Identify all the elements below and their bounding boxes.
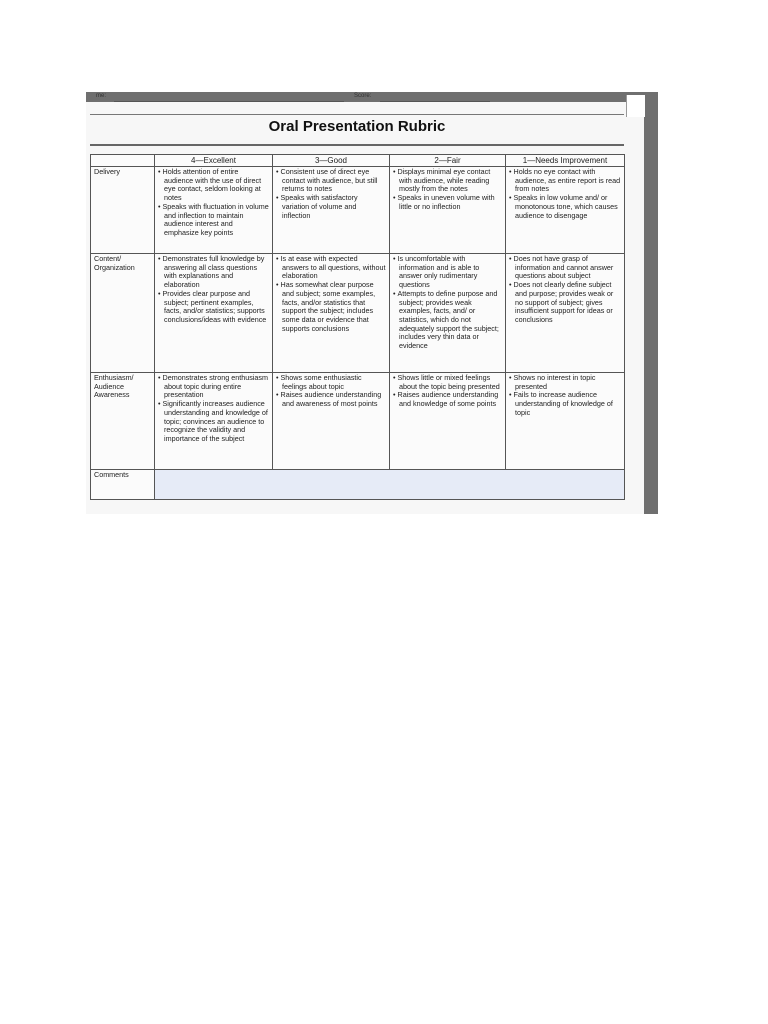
bullet-item: • Does not clearly define subject and purpose; provides weak or no support of subject; gives insufficient support for ideas or conclusions (509, 281, 621, 325)
rubric-cell (506, 373, 625, 470)
bullet-item: • Does not have grasp of information and cannot answer questions about subject (509, 255, 621, 281)
bullet-item: • Consistent use of direct eye contact with audience, but still returns to notes (276, 168, 386, 194)
rubric-cell (155, 254, 273, 373)
bullet-item: • Is uncomfortable with information and is able to answer only rudimentary questions (393, 255, 502, 290)
bullet-item: • Speaks in low volume and/ or monotonous tone, which causes audience to disengage (509, 194, 621, 220)
rubric-cell (155, 167, 273, 254)
header-cell-fair: 2—Fair (390, 155, 506, 167)
bullet-item: • Attempts to define purpose and subject; provides weak examples, facts, and/ or statistics, which do not adequately support the subject; includes very thin data or evidence (393, 290, 502, 351)
bullet-item: • Shows little or mixed feelings about the topic being presented (393, 374, 502, 391)
bullet-item: • Shows some enthusiastic feelings about topic (276, 374, 386, 391)
title-rule (90, 144, 624, 146)
rubric-cell (390, 373, 506, 470)
header-cell-blank (91, 155, 155, 167)
table-row (91, 167, 625, 254)
rubric-cell (155, 373, 273, 470)
criterion-cell: Delivery (91, 167, 155, 254)
bullet-item: • Fails to increase audience understanding of knowledge of topic (509, 391, 621, 417)
name-label: me: (96, 93, 107, 99)
bullet-item: • Speaks with fluctuation in volume and inflection to maintain audience interest and emphasize key points (158, 203, 269, 238)
bullet-item: • Displays minimal eye contact with audience, while reading mostly from the notes (393, 168, 502, 194)
table-row (91, 254, 625, 373)
bullet-item: • Has somewhat clear purpose and subject; some examples, facts, and/or statistics that support the subject; includes some data or evidence that supports conclusions (276, 281, 386, 333)
top-rule (90, 114, 624, 115)
name-underline (114, 101, 344, 102)
criterion-cell: Content/ Organization (91, 254, 155, 373)
bullet-item: • Speaks in uneven volume with little or no inflection (393, 194, 502, 211)
bullet-item: • Holds no eye contact with audience, as entire report is read from notes (509, 168, 621, 194)
header-row (91, 155, 625, 167)
rubric-cell (506, 167, 625, 254)
scan-corner-notch (626, 95, 645, 117)
bullet-item: • Raises audience understanding and knowledge of some points (393, 391, 502, 408)
header-cell-excellent: 4—Excellent (155, 155, 273, 167)
scan-right-border (644, 92, 658, 514)
bullet-item: • Holds attention of entire audience with the use of direct eye contact, seldom looking at notes (158, 168, 269, 203)
comments-label: Comments (91, 470, 155, 500)
scanned-rubric (86, 92, 658, 514)
rubric-cell (273, 254, 390, 373)
criterion-cell: Enthusiasm/ Audience Awareness (91, 373, 155, 470)
bullet-item: • Provides clear purpose and subject; pertinent examples, facts, and/or statistics; supports conclusions/ideas with evidence (158, 290, 269, 325)
rubric-cell (273, 373, 390, 470)
rubric-cell (273, 167, 390, 254)
comments-area (155, 470, 625, 500)
bullet-item: • Demonstrates strong enthusiasm about topic during entire presentation (158, 374, 269, 400)
page-title: Oral Presentation Rubric (268, 118, 446, 135)
table-row (91, 373, 625, 470)
header-cell-needs-improvement: 1—Needs Improvement (506, 155, 625, 167)
score-underline (380, 101, 490, 102)
bullet-item: • Shows no interest in topic presented (509, 374, 621, 391)
rubric-table (90, 154, 625, 500)
bullet-item: • Significantly increases audience understanding and knowledge of topic; convinces an audience to recognize the validity and importance of the subject (158, 400, 269, 444)
bullet-item: • Demonstrates full knowledge by answering all class questions with explanations and elaboration (158, 255, 269, 290)
rubric-cell (390, 254, 506, 373)
comments-row (91, 470, 625, 500)
rubric-cell (506, 254, 625, 373)
bullet-item: • Speaks with satisfactory variation of volume and inflection (276, 194, 386, 220)
rubric-cell (390, 167, 506, 254)
bullet-item: • Raises audience understanding and awareness of most points (276, 391, 386, 408)
header-cell-good: 3—Good (273, 155, 390, 167)
score-label: Score: (354, 93, 372, 99)
bullet-item: • Is at ease with expected answers to all questions, without elaboration (276, 255, 386, 281)
